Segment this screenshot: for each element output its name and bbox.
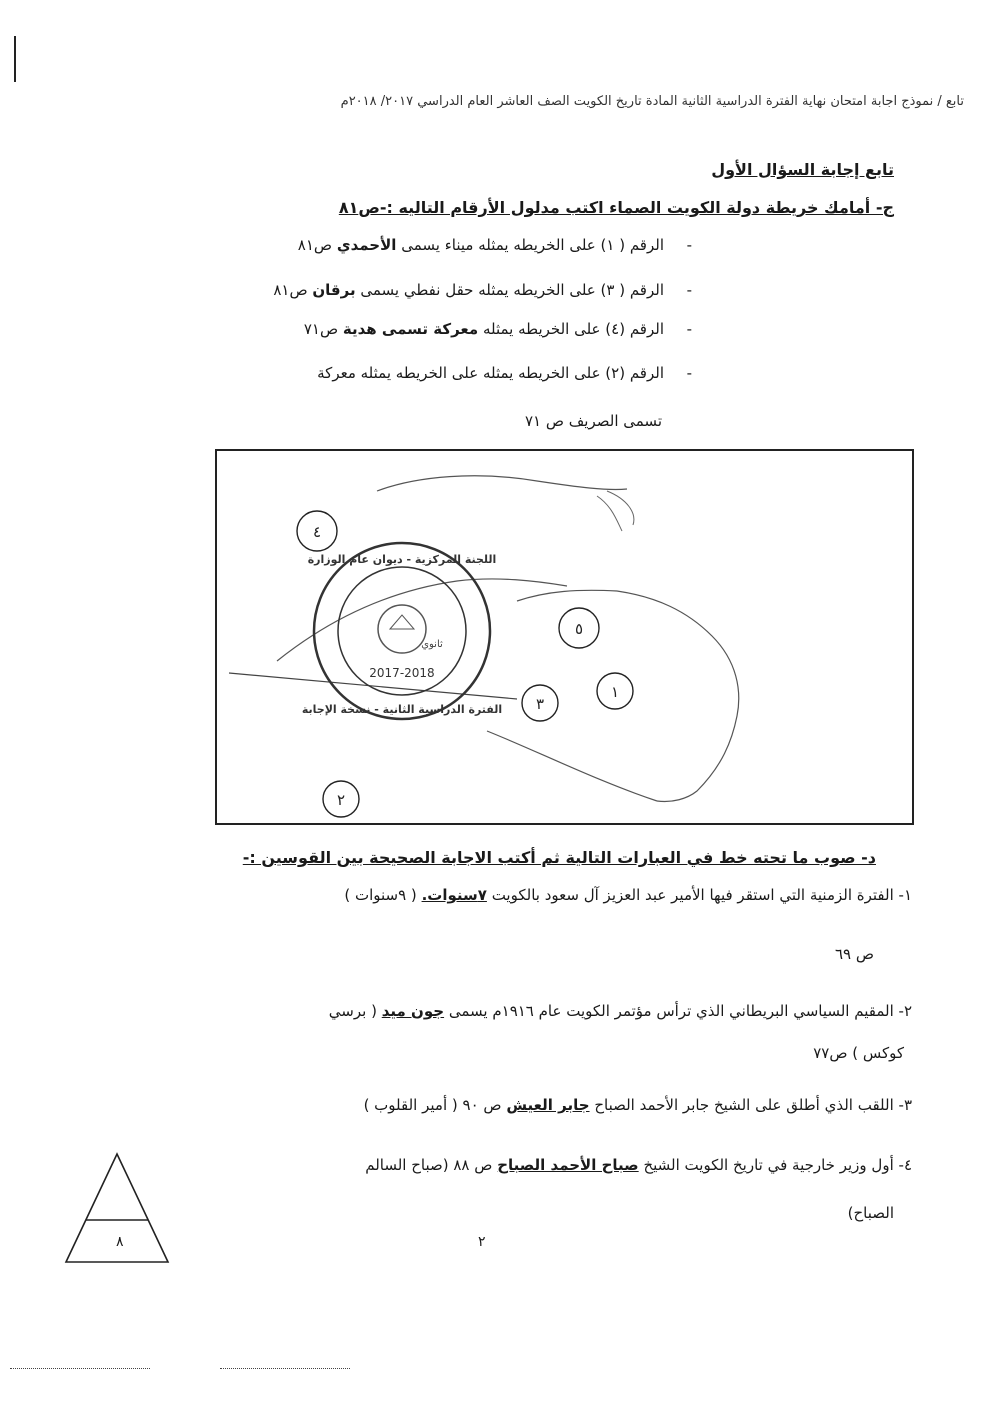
south-border-line [487, 731, 657, 801]
svg-text:2017-2018: 2017-2018 [369, 666, 435, 680]
map-item-2-continuation: تسمى الصريف ص ٧١ [524, 412, 662, 430]
map-item-4: -الرقم (٤) على الخريطه يمثله معركة تسمى هدية ص٧١ [303, 320, 692, 338]
north-border-line [377, 476, 627, 491]
svg-text:الفترة الدراسية الثانية - نسخة: الفترة الدراسية الثانية - نسخة الإجابة [301, 703, 503, 716]
correction-item-2: ٢- المقيم السياسي البريطاني الذي ترأس مؤتمر الكويت عام ١٩١٦م يسمى جون ميد ( برسي [328, 1002, 912, 1020]
correction-item-2-continuation: كوكس ) ص٧٧ [813, 1044, 904, 1062]
svg-text:٥: ٥ [574, 620, 584, 638]
footer-dots-mid [220, 1368, 350, 1369]
official-stamp [302, 543, 502, 719]
svg-text:١: ١ [610, 683, 620, 701]
map-item-1: -الرقم ( ١) على الخريطه يمثله ميناء يسمى الأحمدي ص٨١ [297, 236, 692, 254]
footer-dots-left [10, 1368, 150, 1369]
section-d-title: د- صوب ما تحته خط في العبارات التالية ثم أكتب الاجابة الصحيحة بين القوسين :- [242, 848, 876, 867]
svg-text:٤: ٤ [312, 523, 322, 541]
correction-item-3: ٣- اللقب الذي أطلق على الشيخ جابر الأحمد الصباح جابر العيش ص ٩٠ ( أمير القلوب ) [363, 1096, 912, 1114]
svg-text:٢: ٢ [336, 791, 346, 809]
page-header: تابع / نموذج اجابة امتحان نهاية الفترة الدراسية الثانية المادة تاريخ الكويت الصف العاشر العام الدراسي ٢٠١٧/ ٢٠١٨م [340, 94, 964, 109]
correction-item-4: ٤- أول وزير خارجية في تاريخ الكويت الشيخ صباح الأحمد الصباح ص ٨٨ (صباح السالم [365, 1156, 912, 1174]
map-marker-2 [323, 781, 359, 817]
map-item-2: -الرقم (٢) على الخريطه يمثله على الخريطه يمثله معركة [317, 364, 692, 382]
map-item-3: -الرقم ( ٣) على الخريطه يمثله حقل نفطي يسمى برقان ص٨١ [273, 281, 692, 299]
map-marker-3 [522, 685, 558, 721]
score-value: ٨ [116, 1234, 124, 1250]
section-c-title: ج- أمامك خريطة دولة الكويت الصماء اكتب مدلول الأرقام التاليه :-ص٨١ [338, 198, 894, 217]
correction-item-1-ref: ص ٦٩ [834, 945, 874, 963]
svg-text:اللجنة المركزية - ديوان عام ال: اللجنة المركزية - ديوان عام الوزارة [307, 553, 497, 566]
page-number: ٢ [478, 1234, 486, 1250]
coastline [517, 590, 739, 801]
correction-item-4-continuation: الصباح) [847, 1204, 894, 1222]
map-marker-4 [297, 511, 337, 551]
margin-mark [14, 36, 16, 82]
kuwait-map [215, 449, 914, 825]
correction-item-1: ١- الفترة الزمنية التي استقر فيها الأمير عبد العزيز آل سعود بالكويت ٧سنوات. ( ٩سنوات ) [344, 886, 912, 904]
map-marker-1 [597, 673, 633, 709]
map-marker-5 [559, 608, 599, 648]
map-drawing [217, 451, 916, 827]
svg-text:٣: ٣ [535, 695, 545, 713]
bubiyan-island [597, 491, 634, 531]
question-title: تابع إجابة السؤال الأول [711, 160, 894, 179]
svg-text:ثانوي: ثانوي [421, 639, 443, 650]
